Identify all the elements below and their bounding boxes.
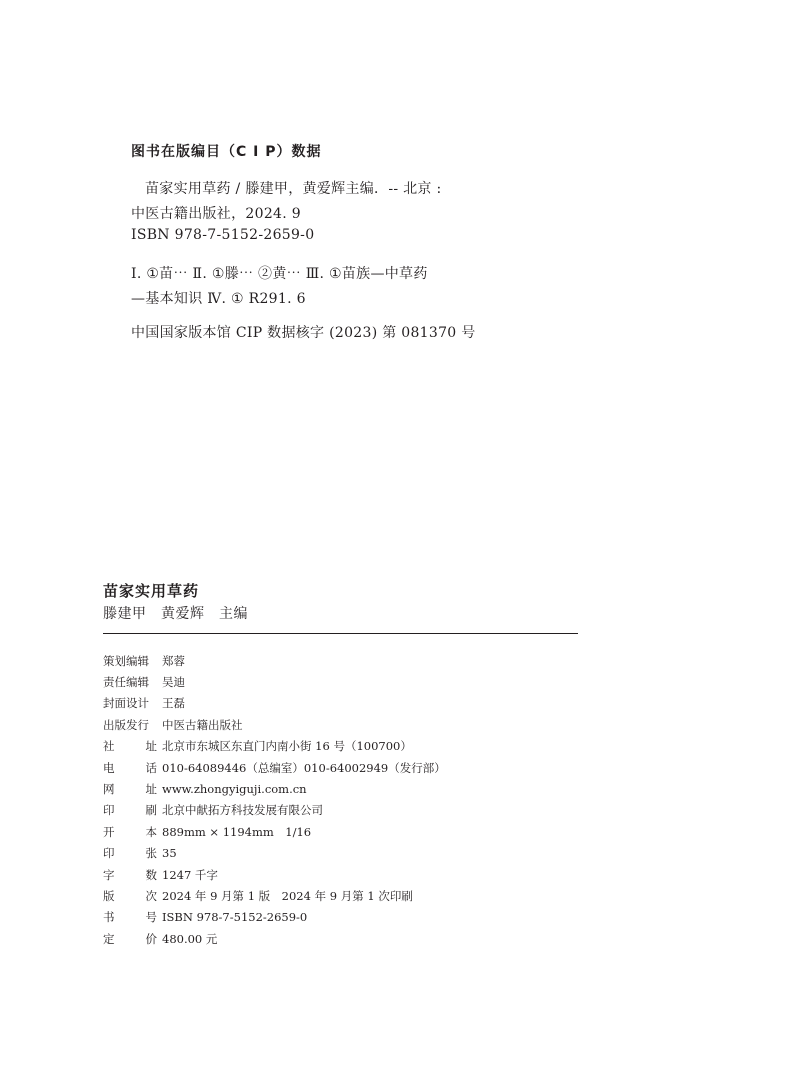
info-row — [103, 800, 583, 821]
info-row — [103, 693, 583, 714]
info-row — [103, 928, 583, 949]
info-label: 责任编辑 — [103, 675, 149, 690]
info-value: 中医古籍出版社 — [162, 717, 243, 732]
divider — [103, 633, 578, 634]
info-value: 2024 年 9 月第 1 版 2024 年 9 月第 1 次印刷 — [162, 888, 413, 903]
book-authors: 滕建甲 黄爱辉 主编 — [103, 606, 248, 622]
info-row — [103, 907, 583, 928]
info-label: 出版发行 — [103, 717, 149, 732]
book-title: 苗家实用草药 — [103, 582, 200, 600]
info-label: 印 刷 — [103, 803, 157, 818]
info-row — [103, 821, 583, 842]
info-value: 吴迪 — [162, 675, 185, 690]
info-row — [103, 757, 583, 778]
info-label: 版 次 — [103, 888, 157, 903]
cip-line-2: 中医古籍出版社，2024. 9 — [131, 206, 301, 222]
info-value: 889mm × 1194mm 1/16 — [162, 824, 312, 839]
info-row — [103, 650, 583, 671]
info-label: 定 价 — [103, 931, 157, 946]
info-value: 1247 千字 — [162, 867, 218, 882]
info-label: 开 本 — [103, 824, 157, 839]
info-label: 印 张 — [103, 846, 157, 861]
info-value: www.zhongyiguji.com.cn — [162, 782, 307, 797]
cip-line-3: ISBN 978-7-5152-2659-0 — [131, 227, 315, 243]
info-value: 010-64089446（总编室）010-64002949（发行部） — [162, 760, 446, 775]
info-label: 封面设计 — [103, 696, 149, 711]
info-label: 策划编辑 — [103, 653, 149, 668]
info-value: 35 — [162, 846, 177, 861]
info-value: 王磊 — [162, 696, 185, 711]
info-label: 电 话 — [103, 760, 157, 775]
info-value: 480.00 元 — [162, 931, 218, 946]
info-row — [103, 864, 583, 885]
info-label: 网 址 — [103, 782, 157, 797]
cip-line-6: 中国国家版本馆 CIP 数据核字 (2023) 第 081370 号 — [131, 325, 476, 341]
info-value: 北京市东城区东直门内南小街 16 号（100700） — [162, 739, 412, 754]
cip-title: 图书在版编目（C I P）数据 — [131, 144, 322, 160]
info-label: 社 址 — [103, 739, 157, 754]
info-label: 书 号 — [103, 910, 157, 925]
info-row — [103, 671, 583, 692]
info-value: 北京中献拓方科技发展有限公司 — [162, 803, 323, 818]
cip-line-5: —基本知识 Ⅳ. ① R291. 6 — [131, 291, 306, 307]
info-value: ISBN 978-7-5152-2659-0 — [162, 910, 308, 925]
info-row — [103, 885, 583, 906]
info-row — [103, 736, 583, 757]
info-row — [103, 843, 583, 864]
info-value: 郑蓉 — [162, 653, 185, 668]
cip-line-1: 苗家实用草药 / 滕建甲，黄爱辉主编．-- 北京 : — [145, 181, 442, 197]
info-row — [103, 714, 583, 735]
publication-info — [103, 650, 583, 949]
cip-line-4: Ⅰ. ①苗⋯ Ⅱ. ①滕⋯ ②黄⋯ Ⅲ. ①苗族—中草药 — [131, 266, 428, 282]
info-row — [103, 778, 583, 799]
info-label: 字 数 — [103, 867, 157, 882]
